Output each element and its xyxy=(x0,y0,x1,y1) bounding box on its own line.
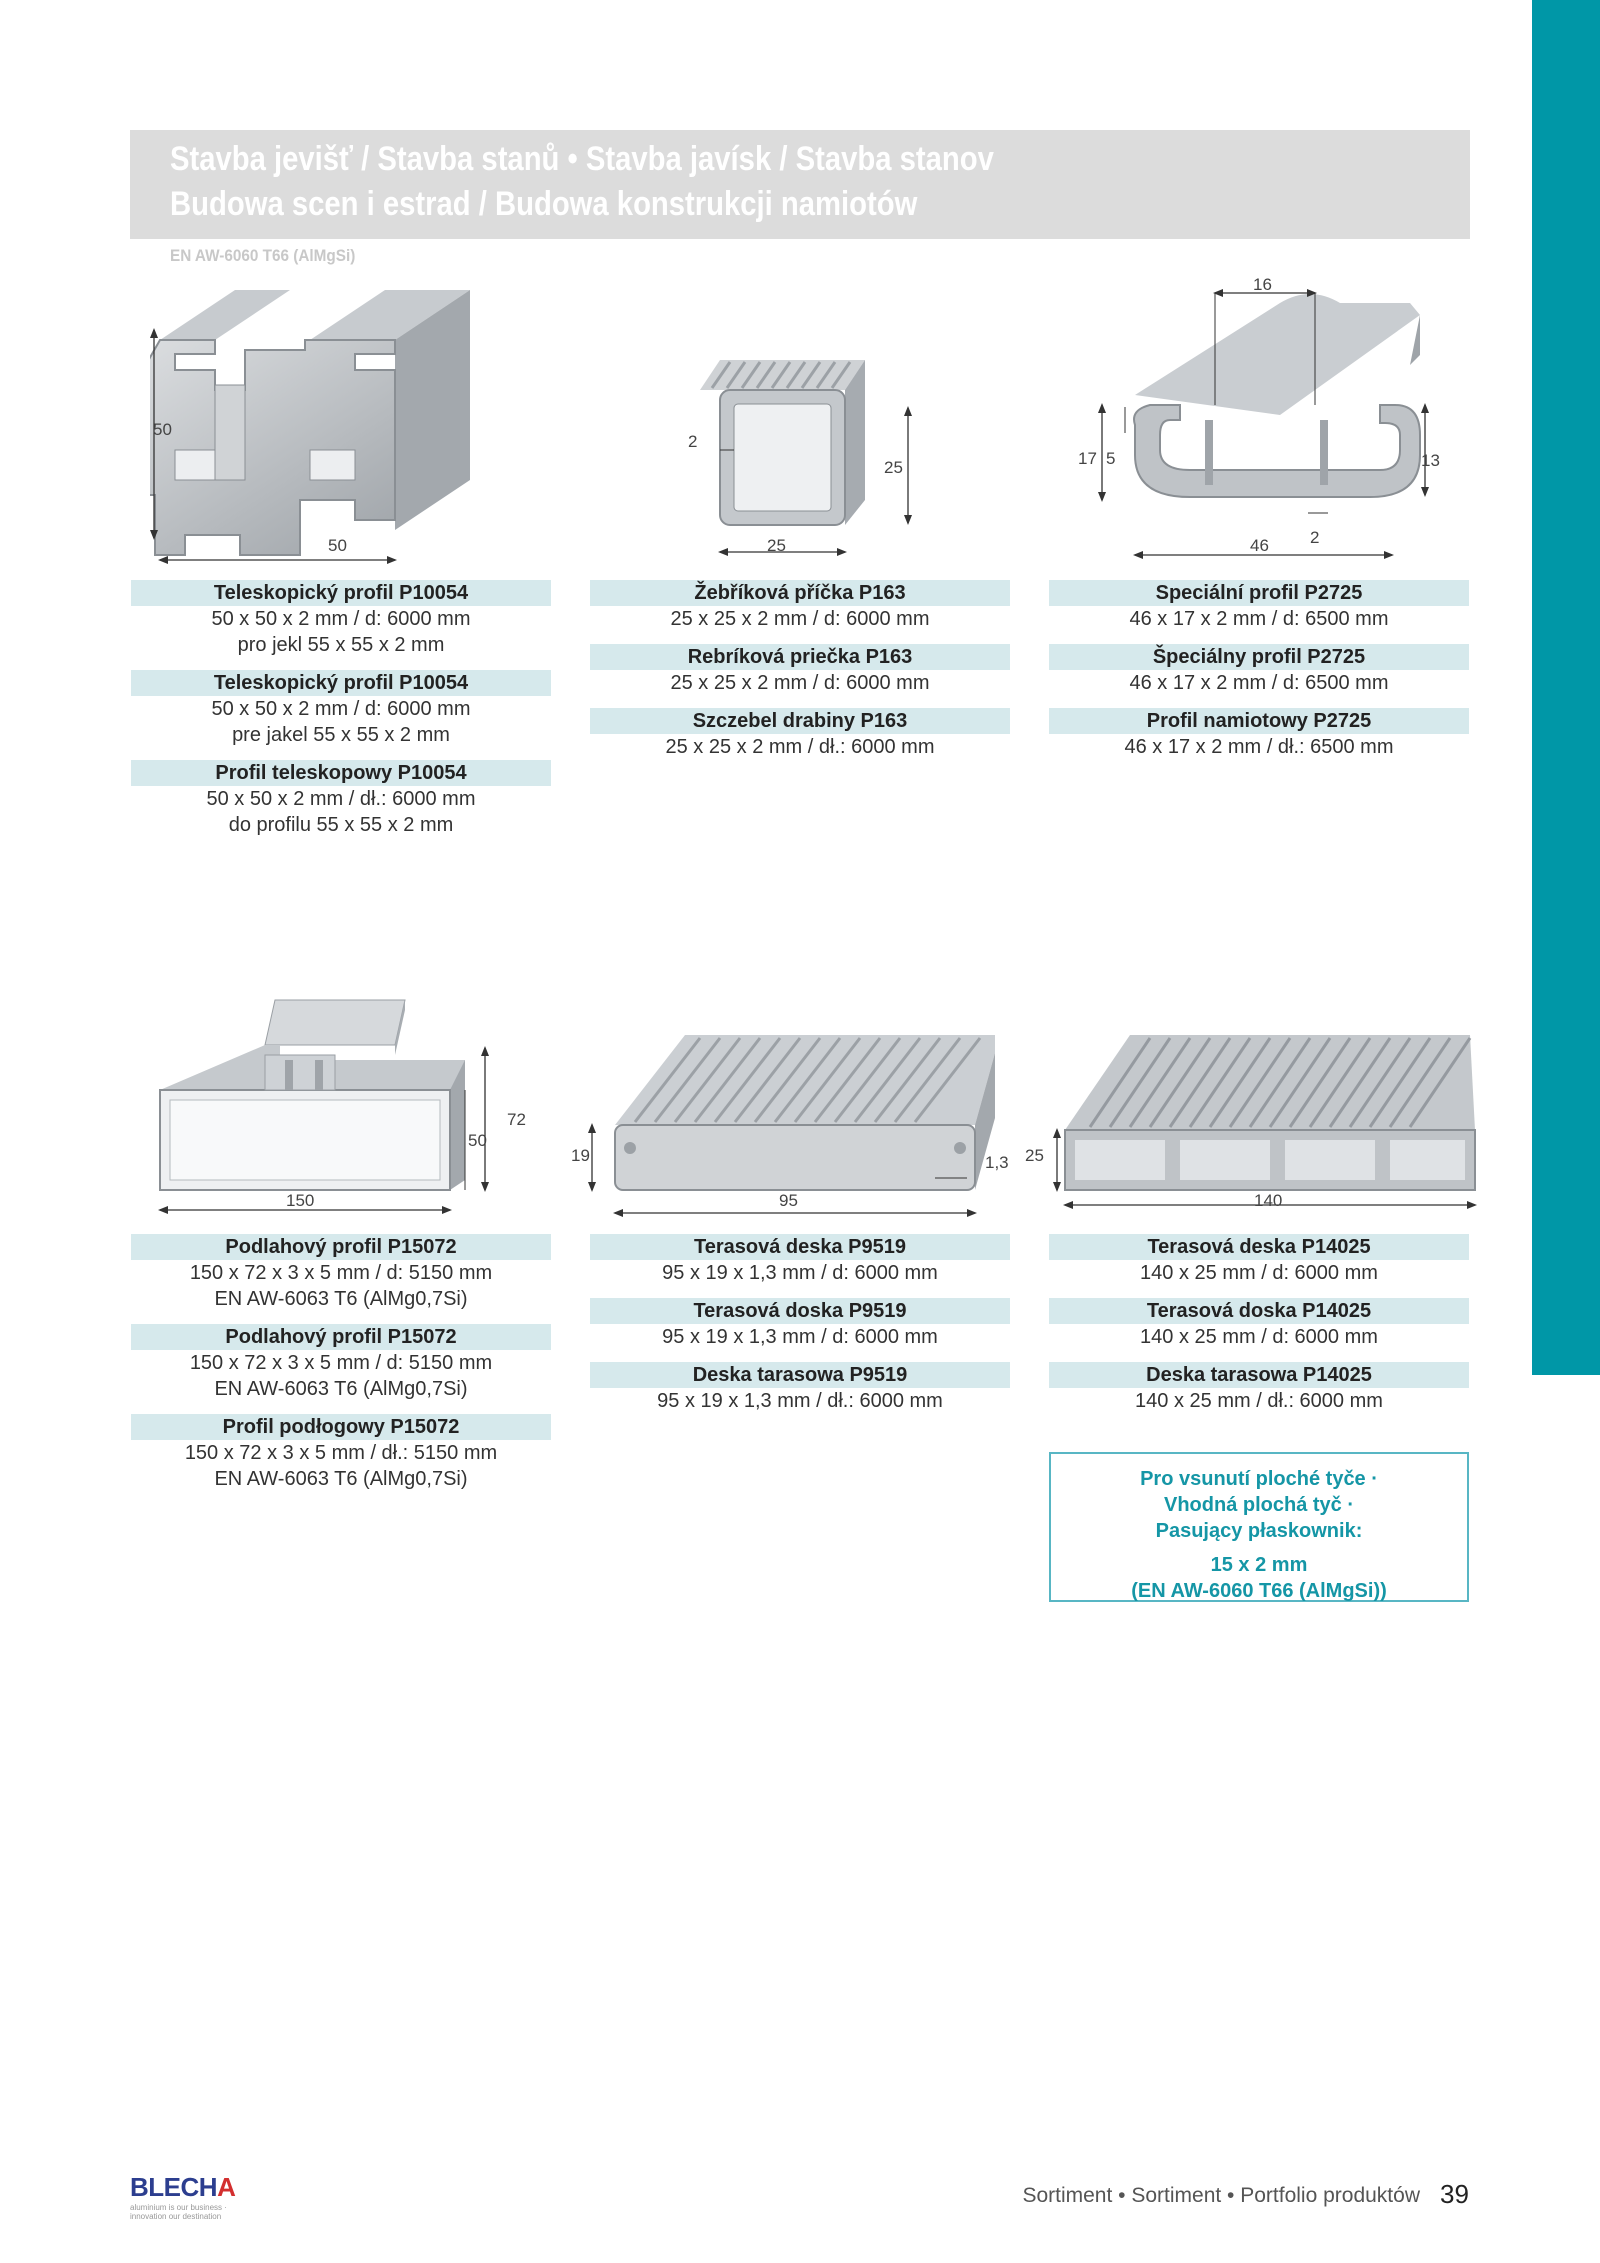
dim-p10054-width: 50 xyxy=(328,536,347,555)
product-entry xyxy=(590,1234,1010,1286)
product-spec: 150 x 72 x 3 x 5 mm / dł.: 5150 mm xyxy=(184,1442,498,1464)
product-spec: 25 x 25 x 2 mm / dł.: 6000 mm xyxy=(665,736,935,758)
dim-p2725-right: 13 xyxy=(1421,451,1440,470)
flat-bar-note xyxy=(1049,1452,1469,1602)
product-title: Deska tarasowa P9519 xyxy=(590,1362,1010,1388)
product-info-p163 xyxy=(590,580,1010,772)
product-spec: EN AW-6063 T6 (AlMg0,7Si) xyxy=(214,1288,468,1310)
profile-drawing-p2725 xyxy=(1080,275,1460,565)
product-entry xyxy=(131,670,551,748)
product-spec: 50 x 50 x 2 mm / d: 6000 mm xyxy=(211,608,471,630)
product-title: Profil podłogowy P15072 xyxy=(131,1414,551,1440)
product-title: Podlahový profil P15072 xyxy=(131,1234,551,1260)
product-entry xyxy=(590,1298,1010,1350)
header-title-line1: Stavba jevišť / Stavba stanů • Stavba javísk / Stavba stanov xyxy=(170,140,994,178)
dim-p2725-width: 46 xyxy=(1250,536,1269,555)
logo-accent: A xyxy=(217,2172,236,2202)
product-spec: 46 x 17 x 2 mm / d: 6500 mm xyxy=(1129,672,1389,694)
profile-drawing-p163 xyxy=(690,340,930,570)
product-title: Teleskopický profil P10054 xyxy=(131,670,551,696)
product-entry xyxy=(590,708,1010,760)
dim-p2725-h2: 5 xyxy=(1106,449,1116,468)
product-info-p14025 xyxy=(1049,1234,1469,1426)
dim-p9519-height: 19 xyxy=(571,1146,590,1165)
product-spec: 25 x 25 x 2 mm / d: 6000 mm xyxy=(670,672,930,694)
product-info-p10054 xyxy=(131,580,551,850)
product-spec: 95 x 19 x 1,3 mm / d: 6000 mm xyxy=(662,1262,938,1284)
note-line: Vhodná plochá tyč · xyxy=(1163,1494,1355,1516)
product-spec: pre jakel 55 x 55 x 2 mm xyxy=(232,724,450,746)
header-title-line2: Budowa scen i estrad / Budowa konstrukcji namiotów xyxy=(170,185,918,223)
product-entry xyxy=(131,1234,551,1312)
product-title: Podlahový profil P15072 xyxy=(131,1324,551,1350)
product-spec: 140 x 25 mm / d: 6000 mm xyxy=(1140,1262,1378,1284)
product-spec: pro jekl 55 x 55 x 2 mm xyxy=(237,634,445,656)
product-entry xyxy=(1049,1298,1469,1350)
product-entry xyxy=(1049,1362,1469,1414)
dim-p14025-height: 25 xyxy=(1025,1146,1044,1165)
product-title: Terasová doska P9519 xyxy=(590,1298,1010,1324)
dim-p2725-top: 16 xyxy=(1253,275,1272,294)
product-spec: 50 x 50 x 2 mm / dł.: 6000 mm xyxy=(206,788,476,810)
company-logo xyxy=(130,2172,250,2221)
product-spec: do profilu 55 x 55 x 2 mm xyxy=(228,814,454,836)
product-spec: 140 x 25 mm / d: 6000 mm xyxy=(1140,1326,1378,1348)
page-number: 39 xyxy=(1440,2179,1469,2209)
dim-p15072-h2: 50 xyxy=(468,1131,487,1150)
dim-p15072-h1: 72 xyxy=(507,1110,526,1129)
product-spec: 95 x 19 x 1,3 mm / d: 6000 mm xyxy=(662,1326,938,1348)
profile-drawing-p10054 xyxy=(150,270,490,570)
product-title: Profil teleskopowy P10054 xyxy=(131,760,551,786)
product-entry xyxy=(590,644,1010,696)
product-entry xyxy=(131,1414,551,1492)
product-spec: 50 x 50 x 2 mm / d: 6000 mm xyxy=(211,698,471,720)
dim-p10054-height: 50 xyxy=(153,420,172,439)
product-spec: 150 x 72 x 3 x 5 mm / d: 5150 mm xyxy=(189,1262,493,1284)
side-color-tab xyxy=(1532,0,1600,1375)
dim-p2725-h1: 17 xyxy=(1078,449,1097,468)
product-entry xyxy=(131,760,551,838)
dim-p15072-width: 150 xyxy=(286,1191,315,1210)
product-title: Szczebel drabiny P163 xyxy=(590,708,1010,734)
product-entry xyxy=(590,580,1010,632)
dim-p163-width: 25 xyxy=(767,536,786,555)
note-line: 15 x 2 mm xyxy=(1210,1554,1308,1576)
note-line: Pro vsunutí ploché tyče · xyxy=(1140,1468,1378,1490)
product-entry xyxy=(131,580,551,658)
product-spec: 150 x 72 x 3 x 5 mm / d: 5150 mm xyxy=(189,1352,493,1374)
product-entry xyxy=(131,1324,551,1402)
product-title: Rebríková priečka P163 xyxy=(590,644,1010,670)
product-spec: 95 x 19 x 1,3 mm / dł.: 6000 mm xyxy=(657,1390,943,1412)
product-spec: 46 x 17 x 2 mm / dł.: 6500 mm xyxy=(1124,736,1394,758)
product-entry xyxy=(1049,708,1469,760)
product-entry xyxy=(590,1362,1010,1414)
note-line: Pasujący płaskownik: xyxy=(1155,1520,1363,1542)
product-spec: 25 x 25 x 2 mm / d: 6000 mm xyxy=(670,608,930,630)
product-title: Teleskopický profil P10054 xyxy=(131,580,551,606)
footer-section-text: Sortiment • Sortiment • Portfolio produktów xyxy=(1022,2184,1420,2207)
product-entry xyxy=(1049,644,1469,696)
dim-p9519-width: 95 xyxy=(779,1191,798,1210)
profile-drawing-p15072 xyxy=(145,990,525,1220)
product-title: Deska tarasowa P14025 xyxy=(1049,1362,1469,1388)
dim-p163-wall: 2 xyxy=(688,432,698,451)
section-header xyxy=(130,130,1470,239)
product-title: Profil namiotowy P2725 xyxy=(1049,708,1469,734)
product-entry xyxy=(1049,580,1469,632)
product-title: Špeciálny profil P2725 xyxy=(1049,644,1469,670)
product-spec: 140 x 25 mm / dł.: 6000 mm xyxy=(1135,1390,1383,1412)
dim-p2725-wall: 2 xyxy=(1310,528,1320,547)
material-spec: EN AW-6060 T66 (AlMgSi) xyxy=(170,246,356,265)
product-title: Žebříková příčka P163 xyxy=(590,580,1010,606)
product-title: Terasová doska P14025 xyxy=(1049,1298,1469,1324)
product-info-p9519 xyxy=(590,1234,1010,1426)
product-spec: 46 x 17 x 2 mm / d: 6500 mm xyxy=(1129,608,1389,630)
product-title: Terasová deska P14025 xyxy=(1049,1234,1469,1260)
dim-p163-height: 25 xyxy=(884,458,903,477)
dim-p9519-wall: 1,3 xyxy=(985,1153,1009,1172)
product-title: Speciální profil P2725 xyxy=(1049,580,1469,606)
product-title: Terasová deska P9519 xyxy=(590,1234,1010,1260)
product-spec: EN AW-6063 T6 (AlMg0,7Si) xyxy=(214,1468,468,1490)
dim-p14025-width: 140 xyxy=(1254,1191,1283,1210)
product-entry xyxy=(1049,1234,1469,1286)
note-line: (EN AW-6060 T66 (AlMgSi)) xyxy=(1131,1580,1387,1602)
logo-tagline: aluminium is our business · innovation our destination xyxy=(130,2203,227,2221)
logo-word: BLECH xyxy=(130,2172,218,2202)
product-info-p15072 xyxy=(131,1234,551,1504)
product-spec: EN AW-6063 T6 (AlMg0,7Si) xyxy=(214,1378,468,1400)
product-info-p2725 xyxy=(1049,580,1469,772)
